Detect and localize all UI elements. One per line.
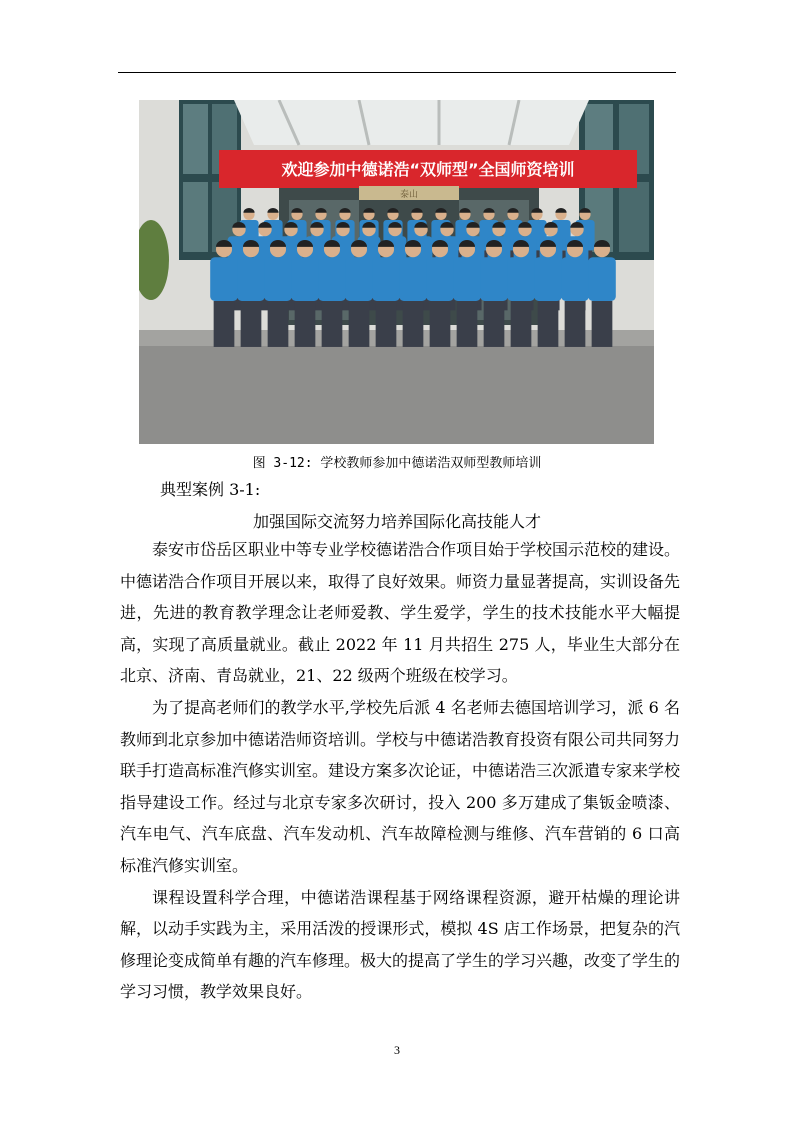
header-rule xyxy=(118,72,676,73)
door-sign: 泰山 xyxy=(399,190,419,200)
group-photo xyxy=(139,100,654,444)
paragraph: 课程设置科学合理，中德诺浩课程基于网络课程资源，避开枯燥的理论讲解，以动手实践为主，采用活泼的授课形式，模拟 4S 店工作场景，把复杂的汽修理论变成简单有趣的汽车修理。极大的提高了学生的学习兴趣，改变了学生的学习习惯，教学效果良好。 xyxy=(120,887,681,1002)
page-number: 3 xyxy=(394,1043,400,1057)
figure-caption: 图 3-12: 学校教师参加中德诺浩双师型教师培训 xyxy=(252,456,542,471)
banner-text: 欢迎参加中德诺浩“双师型”全国师资培训 xyxy=(281,160,575,179)
case-label: 典型案例 3-1: xyxy=(160,480,261,499)
body-text xyxy=(120,534,680,1008)
paragraph: 为了提高老师们的教学水平,学校先后派 4 名老师去德国培训学习，派 6 名教师到北京参加中德诺浩师资培训。学校与中德诺浩教育投资有限公司共同努力联手打造高标准汽修实训室。建设方案多次论证，中德诺浩三次派遣专家来学校指导建设工作。经过与北京专家多次研讨，投入 200 多万建成了集钣金喷漆、汽车电气、汽车底盘、汽车发动机、汽车故障检测与维修、汽车营销的 6 口高标准汽修实训室。 xyxy=(120,697,681,875)
case-title: 加强国际交流努力培养国际化高技能人才 xyxy=(252,512,541,531)
people-group xyxy=(210,208,616,347)
paragraph: 泰安市岱岳区职业中等专业学校德诺浩合作项目始于学校国示范校的建设。中德诺浩合作项目开展以来，取得了良好效果。师资力量显著提高，实训设备先进，先进的教育教学理念让老师爱教、学生爱学，学生的技术技能水平大幅提高，实现了高质量就业。截止 2022 年 11 月共招生 275 人，毕业生大部分在北京、济南、青岛就业，21、22 级两个班级在校学习。 xyxy=(120,540,681,686)
